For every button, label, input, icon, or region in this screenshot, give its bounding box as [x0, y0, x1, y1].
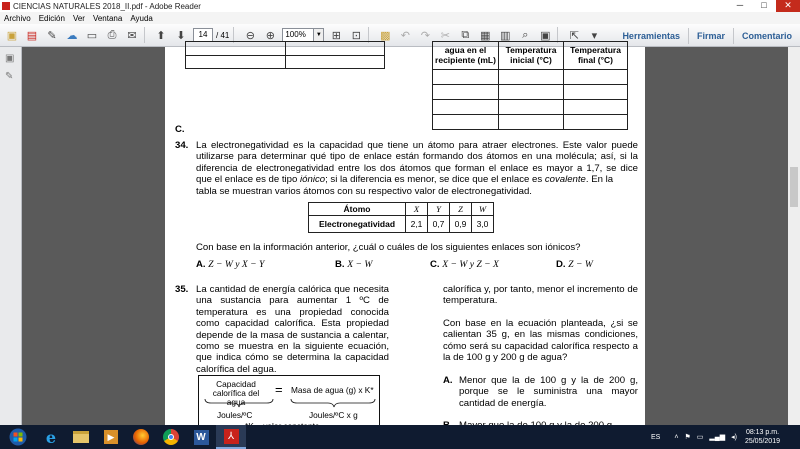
option-letter: B.: [335, 259, 345, 270]
text-segment: . En la: [585, 174, 614, 186]
atom-cell: Z: [450, 203, 472, 216]
zoom-level-input[interactable]: 100%: [282, 28, 314, 42]
menu-ventana[interactable]: Ventana: [92, 13, 123, 23]
question-34-text: [196, 140, 638, 197]
menu-ver[interactable]: Ver: [72, 13, 85, 23]
vertical-scrollbar[interactable]: [788, 47, 800, 425]
equation-text: Capacidad: [216, 379, 256, 389]
question-34-prompt: Con base en la información anterior, ¿cuál o cuáles de los siguientes enlaces son iónicos?: [196, 242, 581, 253]
option-letter: D.: [556, 259, 566, 270]
equation-rhs: Masa de agua (g) x K*: [291, 385, 374, 395]
text-line: depende de la masa de sustancia a calentar,: [196, 329, 389, 341]
table-cell: [433, 115, 499, 130]
option-letter: C.: [430, 259, 440, 270]
text-line: calorífica del agua.: [196, 363, 277, 375]
text-line: cantidad de energía.: [459, 397, 547, 409]
table-row-label: Átomo: [309, 203, 406, 216]
scroll-thumb[interactable]: [790, 167, 798, 207]
option-c-label: C.: [175, 124, 185, 135]
question-35-prompt: [443, 318, 638, 364]
option-text: Z − W: [568, 259, 593, 270]
atom-cell: Y: [428, 203, 450, 216]
table-cell: [499, 85, 564, 100]
page-number-input[interactable]: 14: [193, 28, 213, 42]
text-segment: ; si la diferencia es menor, se dice que el enlace es: [325, 174, 545, 186]
document-page: [165, 47, 645, 425]
text-line: la de 100 g y 200 g de agua?: [443, 352, 568, 364]
previous-page-icon[interactable]: ⬆: [156, 29, 166, 42]
table-cell: [186, 56, 286, 69]
table-cell: [499, 115, 564, 130]
next-page-icon[interactable]: ⬇: [176, 29, 186, 42]
network-icon[interactable]: ▂▄▆: [709, 434, 726, 441]
text-line: calientan 35 g, en las mismas condiciones,: [443, 329, 638, 341]
volume-icon[interactable]: ◂): [731, 434, 737, 441]
clock[interactable]: [745, 428, 780, 446]
q35-option-a-text: [459, 375, 638, 409]
comentario-link[interactable]: Comentario: [741, 30, 792, 41]
system-tray: [651, 425, 800, 449]
battery-icon[interactable]: ▭: [696, 434, 704, 441]
file-explorer-icon[interactable]: [66, 425, 96, 449]
text-line: como capacidad calorífica. Esta propiedad: [196, 318, 389, 330]
title-bar: [0, 0, 800, 12]
text-line: que indica cómo se determina la capacidad: [196, 352, 389, 364]
table-cell: [286, 56, 385, 69]
menu-edicion[interactable]: Edición: [38, 13, 65, 23]
question-34-number: 34.: [175, 140, 189, 151]
print-icon[interactable]: ⎙: [107, 28, 117, 41]
answer-option-b: [335, 259, 372, 270]
value-cell: 2,1: [406, 216, 428, 233]
text-line: temperatura es una propiedad conocida: [196, 306, 389, 318]
clock-date: 25/05/2019: [744, 438, 780, 445]
text-line: cómo será su capacidad calorífica respecto a: [443, 340, 638, 352]
option-text: X − W y Z − X: [442, 259, 499, 270]
value-cell: 3,0: [472, 216, 494, 233]
text-segment: que el enlace es de tipo: [196, 174, 301, 186]
option-text: X − W: [347, 259, 373, 270]
table-row-label: Electronegatividad: [309, 216, 406, 233]
text-line: calorífica y, por tanto, menor el incremento de: [443, 284, 638, 295]
table-cell: [433, 100, 499, 115]
table-cell: [564, 85, 628, 100]
snapshot-icon[interactable]: ▣: [540, 29, 551, 42]
redo-icon[interactable]: ↷: [420, 29, 430, 42]
window-title: CIENCIAS NATURALES 2018_II.pdf - Adobe Reader: [13, 1, 201, 11]
menu-ayuda[interactable]: Ayuda: [130, 13, 153, 23]
adobe-reader-taskbar-icon[interactable]: ⅄: [216, 425, 246, 449]
table-cell: [564, 115, 628, 130]
firmar-link[interactable]: Firmar: [696, 30, 725, 41]
windows-logo-icon: [9, 428, 27, 446]
text-line: La electronegatividad es la capacidad que tiene un átomo para atraer electrones. Este valor puede: [196, 140, 638, 151]
pages-thumbnail-icon[interactable]: ▣: [5, 53, 15, 64]
atom-cell: X: [406, 203, 428, 216]
text-line: porque se le suministra una mayor: [459, 386, 638, 398]
fit-page-icon[interactable]: ⊞: [331, 29, 341, 42]
table-cell: [186, 42, 286, 56]
cloud-icon[interactable]: ☁: [66, 29, 78, 42]
text-line: temperatura.: [443, 295, 498, 307]
fit-width-icon[interactable]: ⊡: [351, 29, 361, 42]
text-line: utilizarse para determinar qué tipo de enlace están formando dos átomos en una molécula; así, si la: [196, 151, 638, 163]
page-total: / 41: [216, 30, 230, 40]
open-icon[interactable]: ▣: [6, 29, 18, 42]
toolbar-divider: [144, 27, 145, 43]
text-line: una sustancia para aumentar 1 ºC de: [196, 295, 389, 307]
chrome-icon[interactable]: [156, 425, 186, 449]
select-tool-icon[interactable]: ⇱: [569, 29, 579, 42]
table-header: Temperatura final (°C): [564, 42, 628, 70]
option-letter: A.: [196, 259, 206, 270]
table-header: Temperatura inicial (°C): [499, 42, 564, 70]
q35-option-a-letter: A.: [443, 375, 453, 386]
text-line: Menor que la de 100 g y la de 200 g,: [459, 375, 638, 386]
paste-icon[interactable]: ▦: [480, 29, 491, 42]
edit-icon[interactable]: ✎: [47, 29, 57, 42]
clipboard-icon[interactable]: ▥: [500, 29, 511, 42]
language-indicator[interactable]: ES: [651, 433, 661, 441]
equation-equals: =: [275, 382, 283, 397]
atom-cell: W: [472, 203, 494, 216]
cut-icon[interactable]: ✂: [440, 29, 450, 42]
text-segment-italic: iónico: [300, 174, 326, 186]
text-line: diferencia de electronegatividad entre los dos átomos que forman el enlace es mayor a 1,7, se dice: [196, 162, 638, 174]
electronegativity-table: [308, 202, 494, 233]
table-cell: [499, 70, 564, 85]
close-button[interactable]: ✕: [776, 0, 800, 12]
equation-lhs-units: Joules/ºC: [217, 410, 253, 420]
email-icon[interactable]: ✉: [127, 29, 137, 42]
herramientas-link[interactable]: Herramientas: [622, 30, 680, 41]
menu-bar: [0, 12, 800, 24]
attachments-icon[interactable]: ✎: [5, 71, 14, 82]
temperature-table: [432, 41, 628, 130]
question-35-right-text: [443, 284, 638, 307]
more-tools-icon[interactable]: ▾: [591, 29, 598, 42]
copy-icon[interactable]: ⧉: [461, 28, 470, 41]
table-cell: [433, 85, 499, 100]
internet-explorer-icon[interactable]: e: [45, 427, 57, 447]
answer-option-d: [556, 259, 593, 270]
table-cell: [564, 100, 628, 115]
zoom-dropdown-arrow-icon[interactable]: ▼: [314, 28, 324, 42]
text-segment-italic: covalente: [544, 174, 586, 186]
question-35-number: 35.: [175, 284, 189, 295]
table-cell: [433, 70, 499, 85]
menu-archivo[interactable]: Archivo: [4, 13, 31, 23]
partial-table-left: [185, 41, 385, 69]
text-line: como se muestra en la siguiente ecuación,: [196, 341, 389, 353]
answer-option-c: [430, 259, 499, 270]
window-controls: [728, 0, 800, 12]
text-line: La cantidad de energía calórica que necesita: [196, 284, 389, 295]
answer-option-a: [196, 259, 264, 270]
word-icon[interactable]: W: [186, 425, 216, 449]
flag-icon[interactable]: ⚑: [684, 434, 691, 441]
minimize-button[interactable]: ─: [736, 0, 744, 10]
search-icon[interactable]: ⌕: [522, 28, 529, 41]
tray-arrow-icon[interactable]: ˄: [674, 433, 679, 441]
zoom-out-icon[interactable]: ⊖: [245, 29, 255, 42]
underbrace-icon: [203, 398, 379, 408]
navigation-pane: [0, 47, 22, 425]
text-line: [196, 174, 638, 185]
value-cell: 0,7: [428, 216, 450, 233]
start-button[interactable]: [0, 425, 36, 449]
media-player-icon[interactable]: ▶: [96, 425, 126, 449]
firefox-icon[interactable]: [126, 425, 156, 449]
text-line: Con base en la ecuación planteada, ¿si se: [443, 318, 638, 329]
comment-icon[interactable]: ▩: [380, 29, 391, 42]
table-cell: [564, 70, 628, 85]
undo-icon[interactable]: ↶: [400, 29, 410, 42]
zoom-in-icon[interactable]: ⊕: [265, 29, 275, 42]
right-panel-links: [614, 24, 800, 47]
equation-rhs-units: Joules/ºC x g: [309, 410, 358, 420]
option-text: Z − W y X − Y: [208, 259, 265, 270]
save-icon[interactable]: ▭: [86, 29, 98, 42]
maximize-button[interactable]: □: [761, 0, 767, 10]
question-35-text: [196, 284, 389, 375]
equation-text: calorífica del agua: [212, 388, 260, 407]
table-header: agua en el recipiente (mL): [433, 42, 499, 70]
value-cell: 0,9: [450, 216, 472, 233]
table-cell: [499, 100, 564, 115]
adobe-reader-icon: [2, 2, 10, 10]
clock-time: 08:13 p.m.: [745, 429, 780, 436]
text-line: tabla se muestran varios átomos con su respectivo valor de electronegatividad.: [196, 185, 532, 197]
table-cell: [286, 42, 385, 56]
create-pdf-icon[interactable]: ▤: [26, 29, 38, 42]
